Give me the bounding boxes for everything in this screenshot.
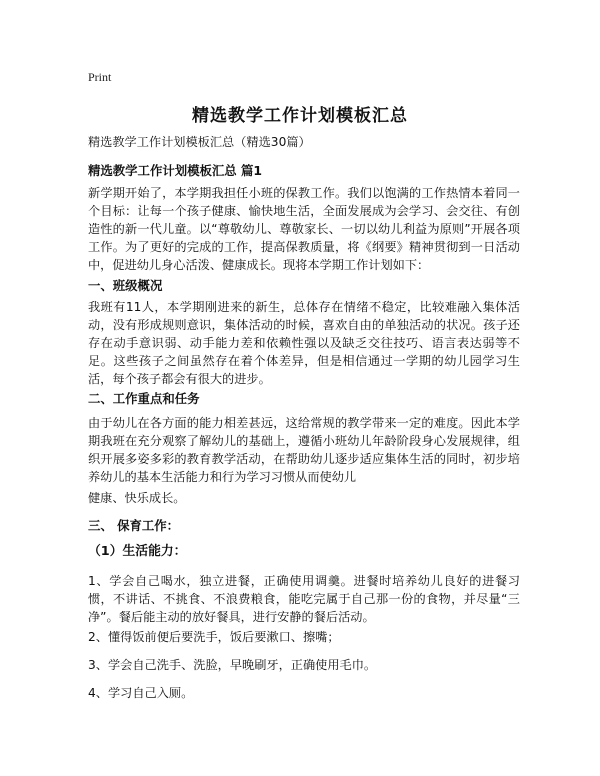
section-title: 精选教学工作计划模板汇总 篇1 <box>88 163 263 178</box>
list-item-1: 1、学会自己喝水，独立进餐，正确使用调羹。进餐时培养幼儿良好的进餐习惯，不讲话、不挑食、不浪费粮食，能吃完属于自己那一份的食物，并尽量“三净”。餐后能主动的放好餐具，进行安静的餐后活动。 <box>88 574 520 624</box>
heading-life-skills: （1）生活能力： <box>88 544 187 559</box>
list-item-4: 4、学习自己入厕。 <box>88 686 194 700</box>
intro-paragraph: 新学期开始了，本学期我担任小班的保教工作。我们以饱满的工作热情本着同一个目标：让每一个孩子健康、愉快地生活，全面发展成为会学习、会交往、有创造性的新一代儿童。以“尊敬幼儿、尊敬家长、一切以幼儿利益为原则”开展各项工作。为了更好的完成的工作，提高保教质量，将《纲要》精神贯彻到一日活动中，促进幼儿身心活泼、健康成长。现将本学期工作计划如下： <box>88 186 520 272</box>
heading-focus-tasks: 二、工作重点和任务 <box>88 391 200 406</box>
list-item-3: 3、学会自己洗手、洗脸，早晚刷牙，正确使用毛巾。 <box>88 658 377 672</box>
heading-care-work: 三、 保育工作： <box>88 518 180 533</box>
document-subtitle: 精选教学工作计划模板汇总（精选30篇） <box>88 135 311 149</box>
list-item-2: 2、懂得饭前便后要洗手，饭后要漱口、擦嘴； <box>88 630 340 644</box>
print-link[interactable]: Print <box>88 70 112 84</box>
heading-class-overview: 一、班级概况 <box>88 278 163 293</box>
focus-tasks-paragraph: 由于幼儿在各方面的能力相差甚远，这给常规的教学带来一定的难度。因此本学期我班在充分观察了解幼儿的基础上，遵循小班幼儿年龄阶段身心发展规律，组织开展多姿多彩的教育教学活动，在帮助幼儿逐步适应集体生活的同时，初步培养幼儿的基本生活能力和行为学习习惯从而使幼儿 <box>88 416 520 484</box>
class-overview-paragraph: 我班有11人，本学期刚进来的新生，总体存在情绪不稳定，比较难融入集体活动，没有形成规则意识，集体活动的时候，喜欢自由的单独活动的状况。孩子还存在动手意识弱、动手能力差和依赖性强以及缺乏交往技巧、语言表达弱等不足。这些孩子之间虽然存在着个体差异，但是相信通过一学期的幼儿园学习生活，每个孩子都会有很大的进步。 <box>88 300 520 386</box>
document-title: 精选教学工作计划模板汇总 <box>192 106 408 126</box>
focus-tasks-end-paragraph: 健康、快乐成长。 <box>88 491 186 505</box>
